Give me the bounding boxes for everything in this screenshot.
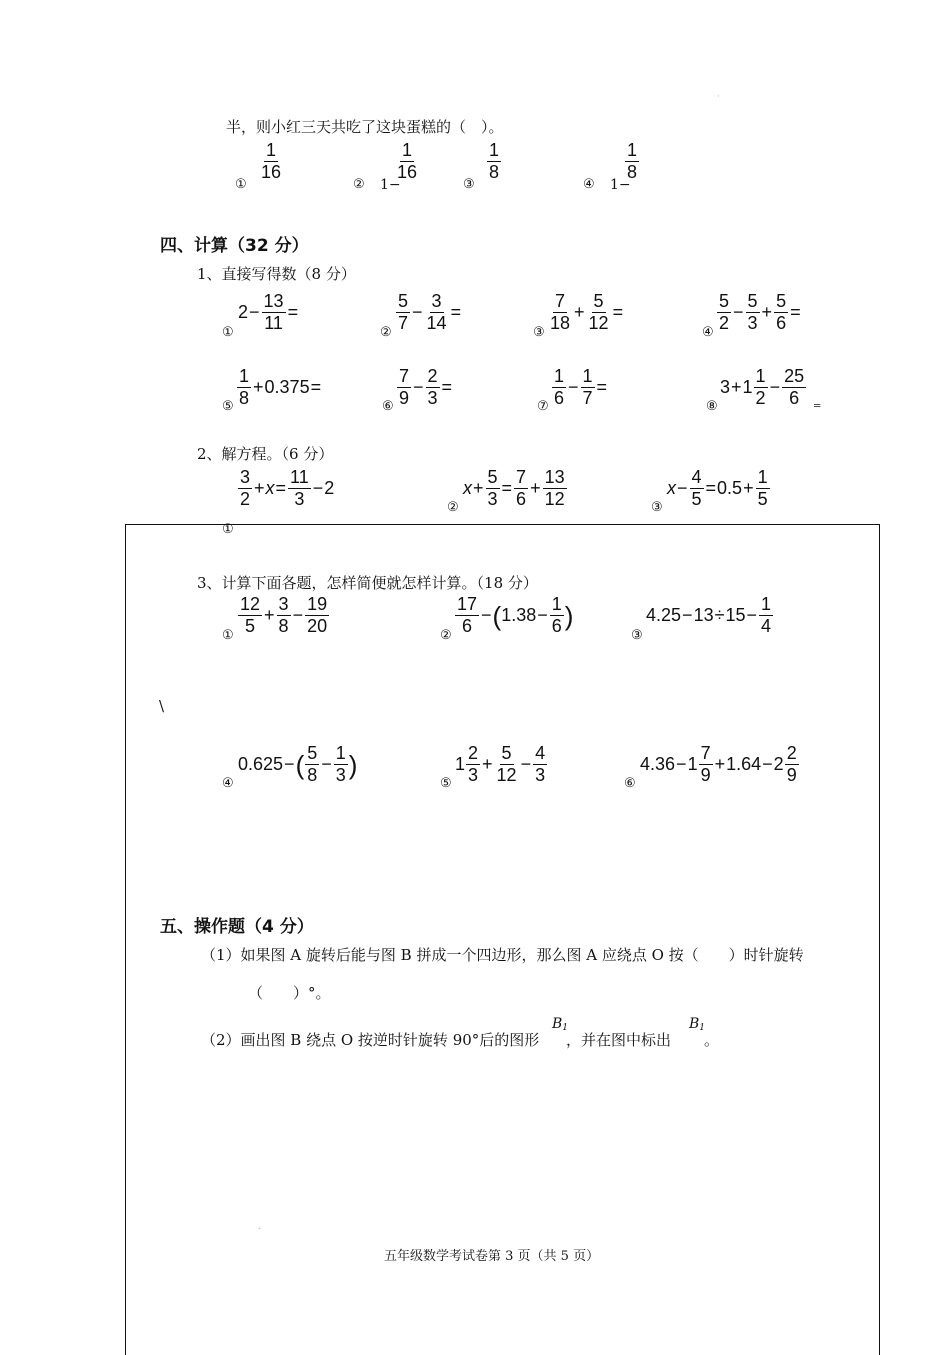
- answer-box-border: [125, 524, 880, 1355]
- choice-prefix: 1−: [610, 177, 631, 193]
- item-marker: ②: [380, 325, 392, 340]
- choice-prefix: 1−: [380, 177, 401, 193]
- question-tail-text: 半，则小红三天共吃了这块蛋糕的（ ）。: [226, 118, 504, 136]
- expression-1-3: $\frac{7}{18}$ + $\frac{5}{12}$ =: [550, 291, 624, 333]
- numerator: 1: [402, 140, 413, 160]
- item-marker: ⑤: [222, 399, 234, 414]
- numerator: 1: [489, 140, 500, 160]
- expression-1-2: $\frac{5}{7}$ − $\frac{3}{14}$ =: [398, 291, 462, 333]
- equation-2-2: x + $\frac{5}{3}$ = $\frac{7}{6}$ + $\frac{13}{12}$: [463, 467, 565, 509]
- part-2-title: 2、解方程。（6 分）: [197, 445, 334, 463]
- symbol-b1: $B_1$: [689, 1016, 706, 1033]
- item-marker: ①: [222, 325, 234, 340]
- scan-dot: ·: [717, 92, 720, 101]
- question-5-1-line-2: （ ）°。: [248, 984, 331, 1002]
- item-marker: ①: [222, 522, 234, 537]
- denominator: 8: [489, 162, 500, 182]
- item-marker: ①: [222, 628, 234, 643]
- section-5-title: 五、操作题（4 分）: [160, 917, 314, 937]
- page-footer: 五年级数学考试卷第 3 页（共 5 页）: [384, 1249, 600, 1264]
- denominator: 16: [397, 162, 418, 182]
- item-marker: ⑧: [706, 399, 718, 414]
- choice-marker: ③: [463, 177, 475, 192]
- denominator: 8: [627, 162, 638, 182]
- expression-3-2: $\frac{17}{6}$ − ( 1.38 − $\frac{1}{6}$ ): [457, 594, 574, 636]
- scan-dot: .: [258, 1222, 261, 1231]
- expression-1-1: 2 − $\frac{13}{11}$ =: [238, 291, 299, 333]
- expression-3-1: $\frac{12}{5}$ + $\frac{3}{8}$ − $\frac{19}{20}$: [240, 594, 328, 636]
- numerator: 1: [627, 140, 638, 160]
- expression-3-3: 4.25 − 13 ÷ 15 − $\frac{1}{4}$: [646, 594, 772, 636]
- choice-marker: ②: [353, 177, 365, 192]
- question-5-2-text: （2）画出图 B 绕点 O 按逆时针旋转 90°后的图形: [201, 1031, 540, 1049]
- part-3-title: 3、计算下面各题，怎样简便就怎样计算。（18 分）: [197, 574, 538, 592]
- equation-2-1: $\frac{3}{2}$ + x = $\frac{11}{3}$ − 2: [240, 467, 335, 509]
- expression-1-8: 3 + 1 $\frac{1}{2}$ − $\frac{25}{6}$: [720, 366, 805, 408]
- small-equals: =: [813, 401, 822, 412]
- section-4-title: 四、计算（32 分）: [160, 236, 309, 256]
- item-marker: ⑦: [537, 399, 549, 414]
- expression-1-6: $\frac{7}{9}$ − $\frac{2}{3}$ =: [399, 366, 453, 408]
- item-marker: ⑥: [382, 399, 394, 414]
- item-marker: ③: [651, 500, 663, 515]
- item-marker: ④: [222, 776, 234, 791]
- expression-3-5: 1 $\frac{2}{3}$ + $\frac{5}{12}$ − $\frac{4}{3}$: [455, 743, 546, 785]
- choice-marker: ①: [235, 177, 247, 192]
- numerator: 1: [266, 140, 277, 160]
- expression-1-4: $\frac{5}{2}$ − $\frac{5}{3}$ + $\frac{5}{6}$ =: [719, 291, 801, 333]
- part-1-title: 1、直接写得数（8 分）: [197, 265, 356, 283]
- item-marker: ⑥: [624, 776, 636, 791]
- expression-1-5: $\frac{1}{8}$ + 0.375 =: [239, 366, 322, 408]
- expression-3-4: 0.625 − ( $\frac{5}{8}$ − $\frac{1}{3}$ ): [238, 743, 358, 785]
- question-5-1-line-1: （1）如果图 A 旋转后能与图 B 拼成一个四边形，那么图 A 应绕点 O 按（ ）时针旋转: [201, 946, 804, 964]
- item-marker: ④: [702, 325, 714, 340]
- expression-3-6: 4.36 − 1 $\frac{7}{9}$ + 1.64 − 2 $\frac{2}{9}$: [640, 743, 797, 785]
- expression-1-7: $\frac{1}{6}$ − $\frac{1}{7}$ =: [554, 366, 608, 408]
- question-5-2-text-c: 。: [704, 1031, 720, 1049]
- item-marker: ⑤: [440, 776, 452, 791]
- item-marker: ②: [447, 500, 459, 515]
- question-5-2-text-b: ，并在图中标出: [566, 1031, 672, 1049]
- denominator: 16: [261, 162, 282, 182]
- item-marker: ③: [631, 628, 643, 643]
- symbol-b1: $B_1$: [552, 1016, 569, 1033]
- choice-marker: ④: [583, 177, 595, 192]
- item-marker: ②: [440, 628, 452, 643]
- stray-backslash: \: [159, 697, 165, 715]
- item-marker: ③: [533, 325, 545, 340]
- equation-2-3: x − $\frac{4}{5}$ = 0.5 + $\frac{1}{5}$: [667, 467, 768, 509]
